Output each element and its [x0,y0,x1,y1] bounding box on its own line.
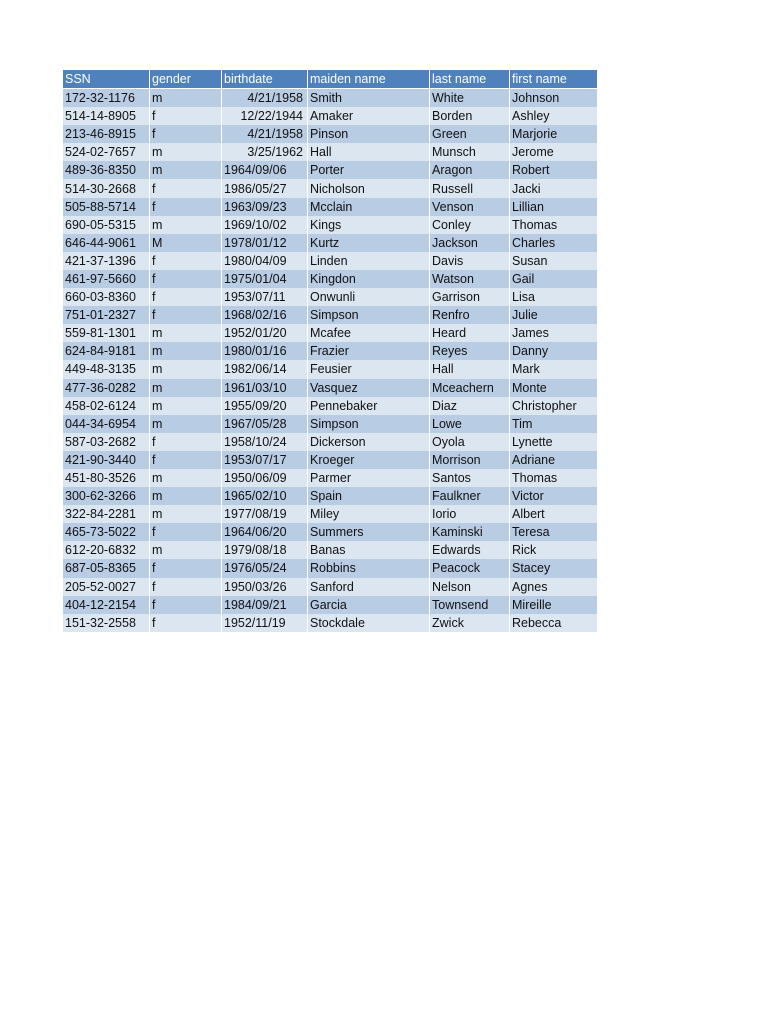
cell-birthdate: 1969/10/02 [222,216,308,234]
cell-last-name: Zwick [430,614,510,632]
cell-gender: m [150,360,222,378]
table-row [63,288,597,306]
cell-gender: m [150,487,222,505]
cell-ssn: 421-90-3440 [63,451,150,469]
cell-last-name: Morrison [430,451,510,469]
cell-gender: m [150,324,222,342]
cell-last-name: Iorio [430,505,510,523]
cell-last-name: Hall [430,360,510,378]
cell-birthdate: 1964/09/06 [222,161,308,179]
cell-gender: f [150,125,222,143]
cell-ssn: 205-52-0027 [63,578,150,596]
cell-birthdate: 1958/10/24 [222,433,308,451]
cell-birthdate: 1953/07/17 [222,451,308,469]
cell-gender: m [150,469,222,487]
cell-ssn: 489-36-8350 [63,161,150,179]
table-row [63,541,597,559]
table-row [63,505,597,523]
cell-maiden-name: Kingdon [308,270,430,288]
cell-maiden-name: Pinson [308,125,430,143]
cell-maiden-name: Simpson [308,415,430,433]
cell-first-name: Tim [510,415,597,433]
cell-gender: f [150,433,222,451]
cell-maiden-name: Vasquez [308,379,430,397]
cell-birthdate: 1961/03/10 [222,379,308,397]
cell-ssn: 465-73-5022 [63,523,150,541]
cell-gender: m [150,397,222,415]
cell-first-name: Lisa [510,288,597,306]
cell-ssn: 300-62-3266 [63,487,150,505]
cell-ssn: 624-84-9181 [63,342,150,360]
cell-first-name: Lillian [510,198,597,216]
cell-first-name: Teresa [510,523,597,541]
cell-birthdate: 1982/06/14 [222,360,308,378]
cell-gender: m [150,161,222,179]
cell-birthdate: 1963/09/23 [222,198,308,216]
cell-first-name: Charles [510,234,597,252]
table-row [63,397,597,415]
cell-birthdate: 1950/03/26 [222,578,308,596]
people-table [63,70,597,632]
cell-maiden-name: Feusier [308,360,430,378]
cell-birthdate: 1984/09/21 [222,596,308,614]
table-row [63,415,597,433]
cell-last-name: Watson [430,270,510,288]
cell-maiden-name: Miley [308,505,430,523]
table-row [63,143,597,161]
table-row [63,578,597,596]
table-row [63,270,597,288]
cell-maiden-name: Summers [308,523,430,541]
cell-ssn: 687-05-8365 [63,559,150,577]
cell-ssn: 477-36-0282 [63,379,150,397]
table-row [63,487,597,505]
cell-gender: f [150,288,222,306]
cell-gender: f [150,596,222,614]
cell-birthdate: 4/21/1958 [222,125,308,143]
cell-maiden-name: Kurtz [308,234,430,252]
cell-maiden-name: Parmer [308,469,430,487]
cell-birthdate: 1977/08/19 [222,505,308,523]
cell-ssn: 505-88-5714 [63,198,150,216]
cell-first-name: Jacki [510,179,597,197]
cell-ssn: 612-20-6832 [63,541,150,559]
table-row [63,433,597,451]
cell-last-name: Kaminski [430,523,510,541]
cell-gender: m [150,541,222,559]
table-row [63,596,597,614]
cell-first-name: Robert [510,161,597,179]
cell-birthdate: 1953/07/11 [222,288,308,306]
cell-ssn: 514-30-2668 [63,179,150,197]
table-row [63,252,597,270]
cell-ssn: 458-02-6124 [63,397,150,415]
cell-gender: f [150,270,222,288]
table-row [63,161,597,179]
cell-gender: f [150,614,222,632]
cell-gender: M [150,234,222,252]
cell-gender: f [150,578,222,596]
cell-first-name: Adriane [510,451,597,469]
cell-last-name: Jackson [430,234,510,252]
cell-first-name: Victor [510,487,597,505]
cell-gender: f [150,559,222,577]
table-header [63,70,597,89]
cell-birthdate: 1952/11/19 [222,614,308,632]
cell-maiden-name: Stockdale [308,614,430,632]
cell-ssn: 151-32-2558 [63,614,150,632]
cell-birthdate: 1978/01/12 [222,234,308,252]
cell-last-name: Diaz [430,397,510,415]
cell-gender: f [150,198,222,216]
cell-maiden-name: Spain [308,487,430,505]
table-row [63,559,597,577]
header-last-name: last name [430,70,510,89]
cell-ssn: 646-44-9061 [63,234,150,252]
cell-first-name: Julie [510,306,597,324]
header-gender: gender [150,70,222,89]
cell-maiden-name: Mcclain [308,198,430,216]
cell-last-name: Nelson [430,578,510,596]
cell-last-name: Aragon [430,161,510,179]
table-row [63,451,597,469]
cell-birthdate: 1965/02/10 [222,487,308,505]
cell-maiden-name: Pennebaker [308,397,430,415]
cell-ssn: 404-12-2154 [63,596,150,614]
cell-first-name: Jerome [510,143,597,161]
cell-ssn: 524-02-7657 [63,143,150,161]
cell-first-name: Monte [510,379,597,397]
cell-first-name: Marjorie [510,125,597,143]
cell-birthdate: 1952/01/20 [222,324,308,342]
cell-last-name: Heard [430,324,510,342]
header-maiden-name: maiden name [308,70,430,89]
cell-first-name: Rebecca [510,614,597,632]
header-row [63,70,597,89]
cell-ssn: 322-84-2281 [63,505,150,523]
cell-birthdate: 1967/05/28 [222,415,308,433]
cell-maiden-name: Simpson [308,306,430,324]
cell-birthdate: 1980/01/16 [222,342,308,360]
cell-maiden-name: Onwunli [308,288,430,306]
cell-last-name: Renfro [430,306,510,324]
cell-first-name: Stacey [510,559,597,577]
cell-last-name: Munsch [430,143,510,161]
cell-ssn: 660-03-8360 [63,288,150,306]
cell-maiden-name: Hall [308,143,430,161]
cell-gender: m [150,505,222,523]
cell-gender: m [150,216,222,234]
table-row [63,342,597,360]
header-birthdate: birthdate [222,70,308,89]
cell-ssn: 213-46-8915 [63,125,150,143]
cell-last-name: Mceachern [430,379,510,397]
cell-gender: m [150,415,222,433]
cell-last-name: White [430,89,510,107]
cell-birthdate: 1964/06/20 [222,523,308,541]
cell-first-name: Gail [510,270,597,288]
cell-maiden-name: Amaker [308,107,430,125]
cell-maiden-name: Kings [308,216,430,234]
cell-gender: m [150,89,222,107]
table-row [63,614,597,632]
table-row [63,198,597,216]
cell-maiden-name: Linden [308,252,430,270]
cell-ssn: 044-34-6954 [63,415,150,433]
cell-first-name: Ashley [510,107,597,125]
cell-maiden-name: Mcafee [308,324,430,342]
table-body [63,89,597,632]
table-row [63,469,597,487]
table-row [63,107,597,125]
cell-maiden-name: Nicholson [308,179,430,197]
cell-last-name: Edwards [430,541,510,559]
cell-first-name: Mireille [510,596,597,614]
cell-ssn: 751-01-2327 [63,306,150,324]
cell-birthdate: 1976/05/24 [222,559,308,577]
cell-birthdate: 12/22/1944 [222,107,308,125]
table-row [63,306,597,324]
cell-ssn: 421-37-1396 [63,252,150,270]
cell-last-name: Townsend [430,596,510,614]
cell-birthdate: 1980/04/09 [222,252,308,270]
cell-maiden-name: Smith [308,89,430,107]
cell-gender: f [150,107,222,125]
cell-last-name: Conley [430,216,510,234]
cell-birthdate: 1968/02/16 [222,306,308,324]
table-row [63,234,597,252]
table-row [63,379,597,397]
cell-first-name: Thomas [510,469,597,487]
cell-first-name: Albert [510,505,597,523]
cell-first-name: James [510,324,597,342]
cell-last-name: Peacock [430,559,510,577]
cell-ssn: 690-05-5315 [63,216,150,234]
cell-maiden-name: Garcia [308,596,430,614]
cell-ssn: 172-32-1176 [63,89,150,107]
cell-last-name: Borden [430,107,510,125]
cell-first-name: Johnson [510,89,597,107]
cell-gender: f [150,252,222,270]
cell-last-name: Green [430,125,510,143]
cell-maiden-name: Sanford [308,578,430,596]
header-first-name: first name [510,70,597,89]
cell-last-name: Russell [430,179,510,197]
cell-maiden-name: Robbins [308,559,430,577]
cell-birthdate: 1950/06/09 [222,469,308,487]
cell-birthdate: 1986/05/27 [222,179,308,197]
cell-first-name: Susan [510,252,597,270]
cell-ssn: 514-14-8905 [63,107,150,125]
cell-birthdate: 4/21/1958 [222,89,308,107]
cell-last-name: Oyola [430,433,510,451]
cell-ssn: 451-80-3526 [63,469,150,487]
cell-first-name: Mark [510,360,597,378]
table-row [63,523,597,541]
cell-first-name: Agnes [510,578,597,596]
cell-birthdate: 1979/08/18 [222,541,308,559]
cell-first-name: Christopher [510,397,597,415]
cell-maiden-name: Banas [308,541,430,559]
cell-last-name: Garrison [430,288,510,306]
header-ssn: SSN [63,70,150,89]
table-row [63,125,597,143]
cell-first-name: Danny [510,342,597,360]
cell-last-name: Lowe [430,415,510,433]
cell-birthdate: 1955/09/20 [222,397,308,415]
table-row [63,216,597,234]
table-row [63,89,597,107]
cell-gender: m [150,379,222,397]
cell-maiden-name: Porter [308,161,430,179]
cell-gender: m [150,143,222,161]
table-row [63,179,597,197]
cell-last-name: Venson [430,198,510,216]
cell-gender: f [150,179,222,197]
cell-last-name: Davis [430,252,510,270]
cell-ssn: 587-03-2682 [63,433,150,451]
cell-first-name: Rick [510,541,597,559]
table-row [63,324,597,342]
cell-maiden-name: Dickerson [308,433,430,451]
cell-birthdate: 1975/01/04 [222,270,308,288]
cell-first-name: Lynette [510,433,597,451]
table-row [63,360,597,378]
cell-last-name: Reyes [430,342,510,360]
cell-ssn: 461-97-5660 [63,270,150,288]
cell-gender: f [150,306,222,324]
cell-birthdate: 3/25/1962 [222,143,308,161]
cell-maiden-name: Kroeger [308,451,430,469]
cell-ssn: 559-81-1301 [63,324,150,342]
cell-last-name: Faulkner [430,487,510,505]
cell-first-name: Thomas [510,216,597,234]
cell-gender: m [150,342,222,360]
cell-ssn: 449-48-3135 [63,360,150,378]
cell-gender: f [150,523,222,541]
cell-gender: f [150,451,222,469]
cell-maiden-name: Frazier [308,342,430,360]
cell-last-name: Santos [430,469,510,487]
